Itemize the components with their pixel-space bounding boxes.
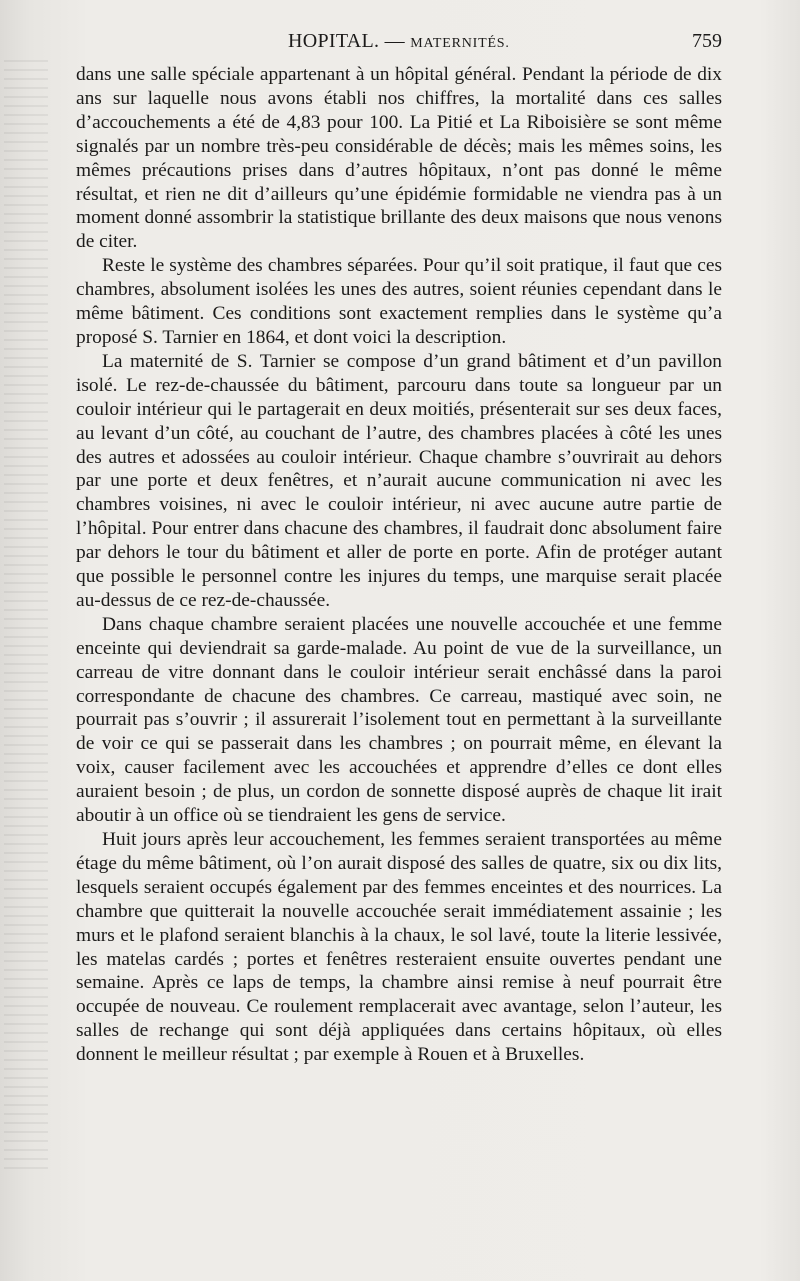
paragraph-1: dans une salle spéciale appartenant à un hôpital général. Pendant la période de dix ans sur laquelle nous avons établi nos chiffres, la mortalité dans ces salles d’accouchements a été de 4,83 pour 100. La Pitié et La Riboisière se sont même signalés par un nombre très-peu considérable de décès; mais les mêmes soins, les mêmes précautions prises dans d’autres hôpitaux, n’ont pas donné le même résultat, et rien ne dit d’ailleurs qu’une épidémie formidable ne viendra pas à un moment donné assombrir la statistique brillante des deux maisons que nous venons de citer. — [76, 64, 722, 253]
paragraph-5: Huit jours après leur accouchement, les femmes seraient transportées au même étage du même bâtiment, où l’on aurait disposé des salles de quatre, six ou dix lits, lesquels seraient occupés également par des femmes enceintes et des nourrices. La chambre que quitterait la nouvelle accouchée serait immédiatement assainie ; les murs et le plafond seraient blanchis à la chaux, le sol lavé, toute la literie lessivée, les matelas cardés ; portes et fenêtres resteraient ensuite ouvertes pendant une semaine. Après ce laps de temps, la chambre ainsi remise à neuf pourrait être occupée de nouveau. Ce roulement remplacerait avec avantage, selon l’auteur, les salles de rechange qui sont déjà appliquées dans certains hôpitaux, où elles donnent le meilleur résultat ; par exemple à Rouen et à Bruxelles. — [76, 829, 722, 1066]
show-through-margin — [4, 60, 48, 1170]
body-text — [76, 63, 722, 1067]
page-header — [76, 30, 722, 60]
header-separator: — — [379, 30, 411, 52]
header-subtitle: MATERNITÉS. — [410, 36, 510, 51]
running-title — [288, 30, 510, 53]
paragraph-3: La maternité de S. Tarnier se compose d’un grand bâtiment et d’un pavillon isolé. Le rez-de-chaussée du bâtiment, parcouru dans toute sa longueur par un couloir intérieur qui le partagerait en deux moitiés, présenterait sur ses deux faces, au levant d’un côté, au couchant de l’autre, des chambres placées à côté les unes des autres et adossées au couloir intérieur. Chaque chambre s’ouvrirait au dehors par une porte et deux fenêtres, et n’aurait aucune communication ni avec les chambres voisines, ni avec le couloir intérieur, ni avec aucune autre partie de l’hôpital. Pour entrer dans chacune des chambres, il faudrait donc absolument faire par dehors le tour du bâtiment et aller de porte en porte. Afin de protéger autant que possible le personnel contre les injures du temps, une marquise serait placée au-dessus de ce rez-de-chaussée. — [76, 350, 722, 611]
paragraph-4: Dans chaque chambre seraient placées une nouvelle accouchée et une femme enceinte qui deviendrait sa garde-malade. Au point de vue de la surveillance, un carreau de vitre donnant dans le couloir intérieur serait enchâssé dans la paroi correspondante de chacune des chambres. Ce carreau, mastiqué avec soin, ne pourrait pas s’ouvrir ; il assurerait l’isolement tout en permettant à la surveillante de voir ce qui se passerait dans les chambres ; on pourrait même, en élevant la voix, causer facilement avec les accouchées et apprendre d’elles ce dont elles auraient besoin ; de plus, un cordon de sonnette disposé auprès de chaque lit irait aboutir à un office où se tiendraient les gens de service. — [76, 613, 722, 827]
paragraph-2: Reste le système des chambres séparées. Pour qu’il soit pratique, il faut que ces chambres, absolument isolées les unes des autres, soient réunies cependant dans le même bâtiment. Ces conditions sont exactement remplies dans le système qu’a proposé S. Tarnier en 1864, et dont voici la description. — [76, 255, 722, 348]
header-title: HOPITAL. — [288, 30, 380, 52]
page-number: 759 — [692, 30, 722, 52]
